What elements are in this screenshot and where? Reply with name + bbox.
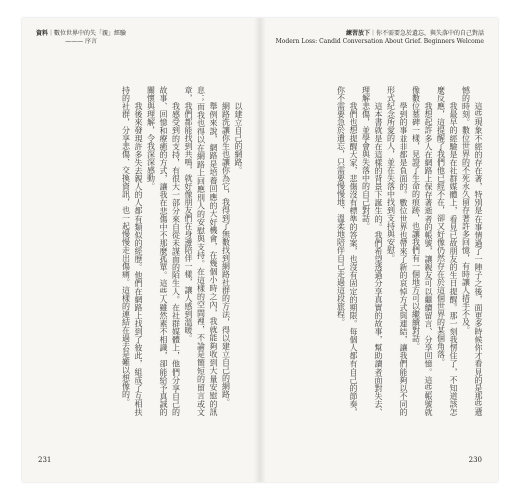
header-tag: 練習放下 (345, 30, 370, 37)
header-title: 數位世界中的失「親」經驗 (54, 30, 127, 37)
header-line (276, 30, 484, 38)
running-header (276, 30, 484, 46)
body-text (94, 86, 244, 416)
right-page (260, 18, 498, 482)
body-text (278, 86, 484, 416)
header-subtitle: ——— 序言 (65, 38, 97, 45)
paragraph: 我感受到的支持，有很大一部分來自從未謀面的陌生人。在社群媒體上，他們分享自己的故事、回憶和療癒的方式，讓我在悲傷中不那麼孤單。這些人雖然素不相識，卻能給予真誠的關懷與理解，令我深深感動。 (146, 86, 181, 416)
book-spread (22, 18, 498, 482)
header-title: 你不需要急於遺忘，與失落中的自己對話 (375, 30, 484, 37)
paragraph: 學到的事並非都是負面的。數位世界也帶來了新的哀悼方式與連結，讓我們能夠以不同的形式紀念所愛的人，並在失落中找到支持與安慰。 (386, 86, 408, 416)
paragraph: 網路洗讓你生也讓你為它，我得到了無數找到網路社群的方法，得以建立自己的網路。 (221, 102, 231, 406)
paragraph: 我後來發現許多失去親人的人都有類似的經歷。他們在網路上找到了彼此，組成了互相扶持的社群，分享悲傷、交換資訊，也一起慢慢走出傷痛。這樣的連結在過去是難以想像的。 (121, 86, 143, 416)
page-number: 230 (468, 456, 482, 464)
paragraph: 我想起許多人在網路上保存著逝者的帳號，讓親友可以繼續留言、分享回憶。這些帳號就像數位墓碑一樣，見證了生命的痕跡，也讓我們有一個地方可以繼續對話。 (411, 86, 433, 416)
paragraph: 這些現象不經的存在著，特別是在事情過了一陣子之後，面更多時候你才看見的是那些遺憾的時刻。數位世界的不死永久留存著許多回憶，有時讓人措手不及。 (461, 86, 483, 416)
left-page (22, 18, 260, 482)
header-divider: ｜ (369, 30, 376, 37)
paragraph: 我最早的經驗是在社群媒體上，看見已故朋友的生日提醒。那一刻我愣住了，不知道該怎麼反應，這提醒了我們他已經不在，卻又好像仍然存在於這個世界的某個角落。 (436, 86, 458, 416)
page-number: 231 (38, 456, 52, 464)
header-divider: ｜ (48, 30, 55, 37)
header-subtitle: Modern Loss: Candid Conversation About Grief. Beginners Welcome (275, 38, 484, 45)
paragraph: 以建立自己的網路。 (234, 102, 243, 174)
header-line (36, 30, 126, 38)
header-tag: 資料 (36, 30, 49, 37)
paragraph: 這本書就是在這樣的背景下誕生的。我們希望透過分享真實的故事，幫助讀者面對失去、理解悲傷，並學會與失落中的自己對話。 (361, 86, 383, 416)
running-header (36, 30, 126, 46)
paragraph: 舉例來說，網路是培養回應的大好機會，在幾個小時之內，我就能夠收到大量安慰的訊息；而我也得以在網路上回應別人的安慰與支持。在這樣的空間裡，不論是簡短的留言或文章，我們都能找到共鳴，就好像朋友們在身邊陪伴一樣，讓人感到溫暖。 (184, 86, 218, 416)
paragraph: 我們也想提醒大家，悲傷沒有標準的答案，也沒有固定的期限。每個人都有自己的節奏，你不需要急於遺忘，只需要慢慢地、溫柔地陪伴自己走過這段旅程。 (336, 86, 358, 416)
